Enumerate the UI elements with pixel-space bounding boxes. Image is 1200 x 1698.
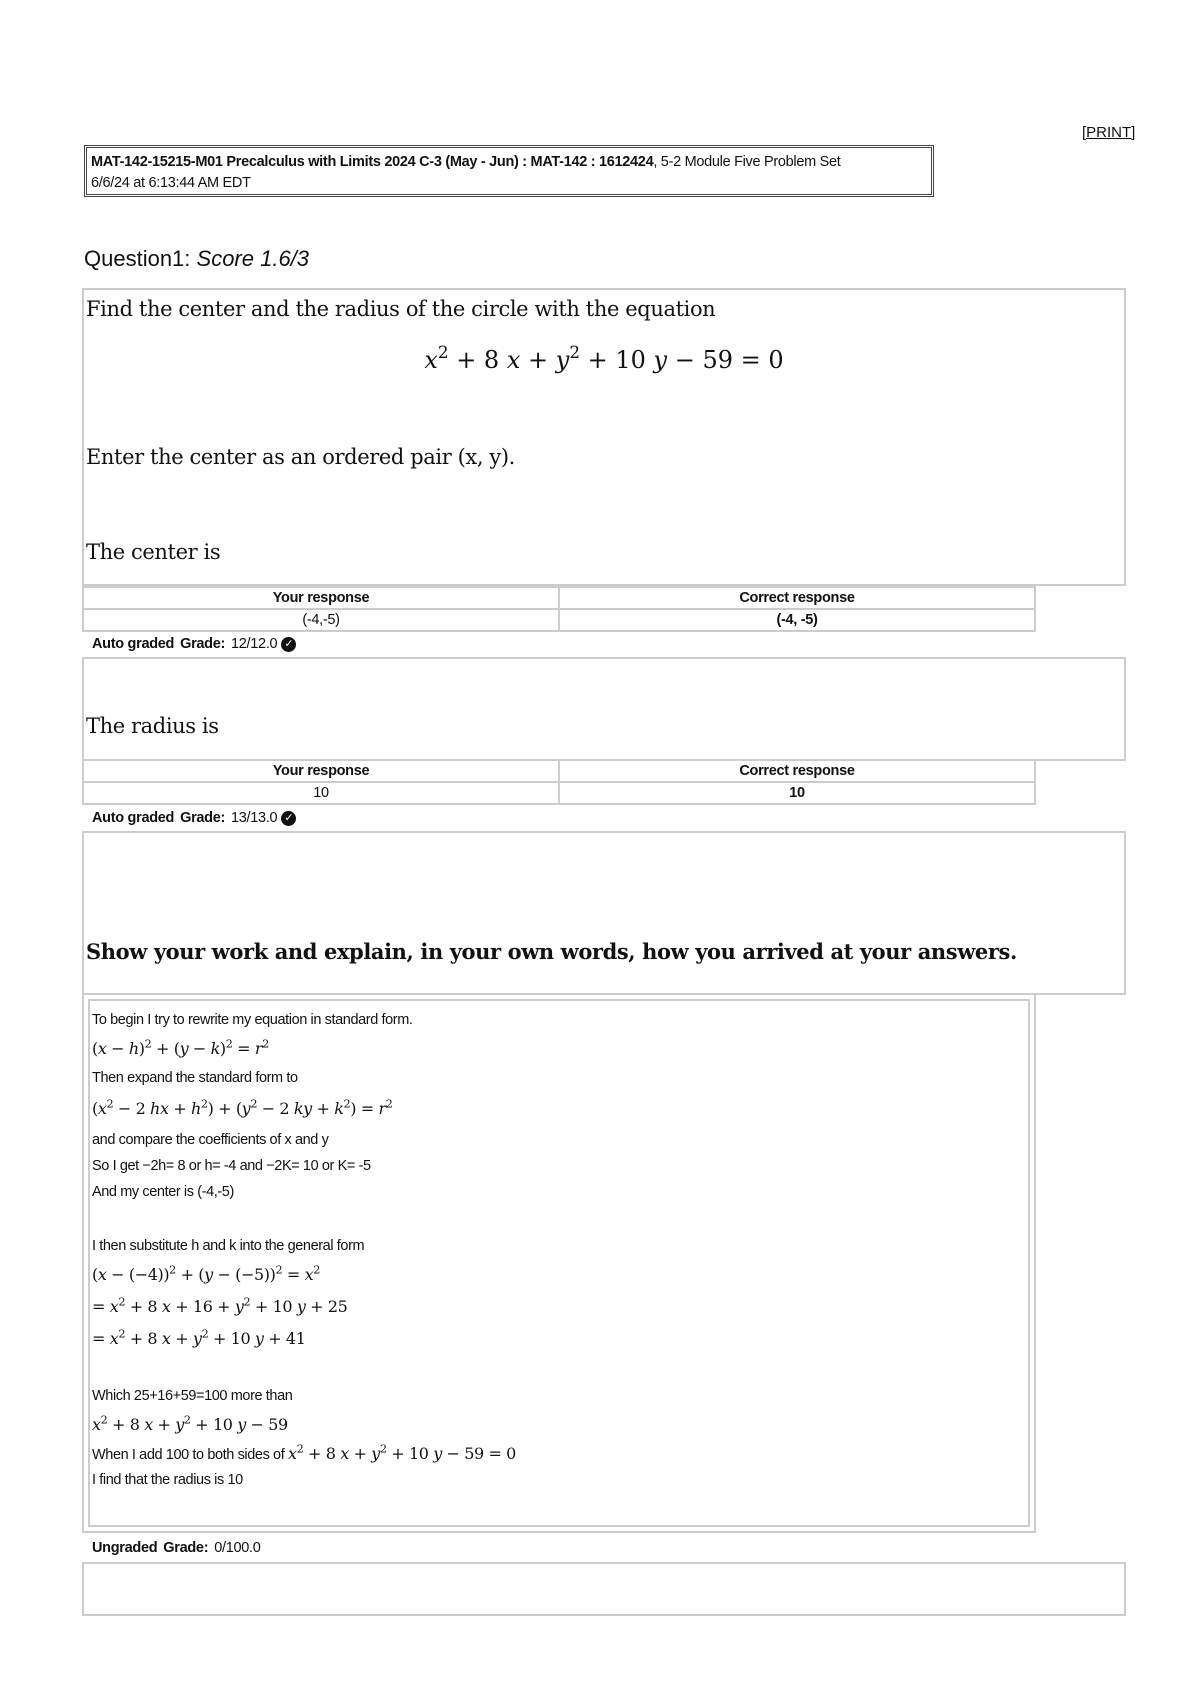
- grade-label: Grade:: [180, 810, 226, 826]
- work-grade: [92, 1540, 261, 1556]
- work-math-original: $x^2 + 8$ $x + y^2 + 10$ y − 59: [92, 1413, 288, 1434]
- your-radius-response: 10: [83, 782, 559, 804]
- center-grade: [92, 636, 296, 652]
- grade-type: Auto graded: [92, 636, 175, 652]
- table-row: [83, 782, 1035, 804]
- grade-value: 0/100.0: [214, 1540, 261, 1556]
- radius-response-table: [82, 759, 1036, 805]
- work-prompt-label: Show your work and explain, in your own words, how you arrived at your answers.: [86, 939, 1017, 964]
- center-response-table: [82, 586, 1036, 632]
- grade-label: Grade:: [163, 1540, 209, 1556]
- work-line: When I add 100 to both sides of: [92, 1447, 285, 1463]
- assignment-header: [84, 145, 934, 197]
- work-math-expansion-2: = $x^2 + 8$ $x + y^2 + 10$ y + 41: [92, 1327, 306, 1348]
- check-circle-icon: ✓: [281, 637, 296, 652]
- your-response-header: Your response: [83, 760, 559, 782]
- student-work-box: [82, 993, 1036, 1533]
- radius-label: The radius is: [86, 714, 219, 738]
- work-math-standard-form: $(x - h)^2 + (y - k)^2 = r^2$: [92, 1037, 269, 1058]
- center-label: The center is: [86, 540, 221, 564]
- center-instructions: Enter the center as an ordered pair (x, y).: [86, 445, 515, 469]
- student-work-text: [92, 1007, 516, 1493]
- radius-grade: [92, 810, 296, 826]
- work-math-substitution: $(x - (-4))^2 + (y - (-5))^2 = x^2$: [92, 1263, 320, 1284]
- circle-equation: $x^2 + 8$ $x + y^2 + 10$ y − 59 = 0: [424, 341, 784, 374]
- question-prompt-box: [82, 288, 1126, 586]
- work-line: Which 25+16+59=100 more than: [92, 1388, 293, 1404]
- work-line: To begin I try to rewrite my equation in standard form.: [92, 1012, 413, 1028]
- work-math-expanded-form: ($x^2 - 2$ hx + $h^2) + (y^2 - 2$ ky + $k^2) = r^2$: [92, 1097, 393, 1118]
- correct-center-response: (-4, -5): [559, 609, 1035, 631]
- student-work-inner: [88, 999, 1030, 1527]
- work-line: I then substitute h and k into the general form: [92, 1238, 365, 1254]
- grade-value: 12/12.0: [231, 636, 278, 652]
- your-response-header: Your response: [83, 587, 559, 609]
- work-line: and compare the coefficients of x and y: [92, 1132, 329, 1148]
- work-line: And my center is (-4,-5): [92, 1184, 234, 1200]
- work-line: Then expand the standard form to: [92, 1070, 298, 1086]
- question-label: Question1:: [84, 246, 197, 271]
- work-line-with-math: [92, 1441, 516, 1467]
- correct-response-header: Correct response: [559, 760, 1035, 782]
- header-timestamp: 6/6/24 at 6:13:44 AM EDT: [91, 175, 251, 191]
- grade-value: 13/13.0: [231, 810, 278, 826]
- radius-prompt-box: [82, 657, 1126, 761]
- work-inline-math: $x^2 + 8$ $x + y^2 + 10$ y − 59 = 0: [288, 1442, 516, 1463]
- table-header-row: [83, 587, 1035, 609]
- prompt-intro: Find the center and the radius of the circle with the equation: [86, 297, 716, 321]
- course-name: MAT-142-15215-M01 Precalculus with Limits 2024 C-3 (May - Jun) : MAT-142 : 1612424: [91, 154, 654, 170]
- correct-radius-response: 10: [559, 782, 1035, 804]
- grade-type: Auto graded: [92, 810, 175, 826]
- check-circle-icon: ✓: [281, 811, 296, 826]
- work-math-expansion-1: = $x^2 + 8$ $x + 16 + y^2 + 10$ y + 25: [92, 1295, 348, 1316]
- work-line: So I get −2h= 8 or h= -4 and −2K= 10 or K= -5: [92, 1158, 371, 1174]
- work-spacer: [92, 1355, 516, 1383]
- table-row: [83, 609, 1035, 631]
- your-center-response: (-4,-5): [83, 609, 559, 631]
- question-title: [84, 246, 309, 272]
- grade-type: Ungraded: [92, 1540, 158, 1556]
- empty-question-box: [82, 1562, 1126, 1616]
- table-header-row: [83, 760, 1035, 782]
- work-spacer: [92, 1205, 516, 1233]
- work-prompt-box: [82, 831, 1126, 995]
- header-line-1: [91, 152, 927, 173]
- print-link[interactable]: [PRINT]: [1082, 124, 1136, 141]
- work-line: I find that the radius is 10: [92, 1472, 243, 1488]
- correct-response-header: Correct response: [559, 587, 1035, 609]
- grade-label: Grade:: [180, 636, 226, 652]
- question-score: Score 1.6/3: [196, 246, 310, 271]
- assignment-name: , 5-2 Module Five Problem Set: [653, 154, 841, 170]
